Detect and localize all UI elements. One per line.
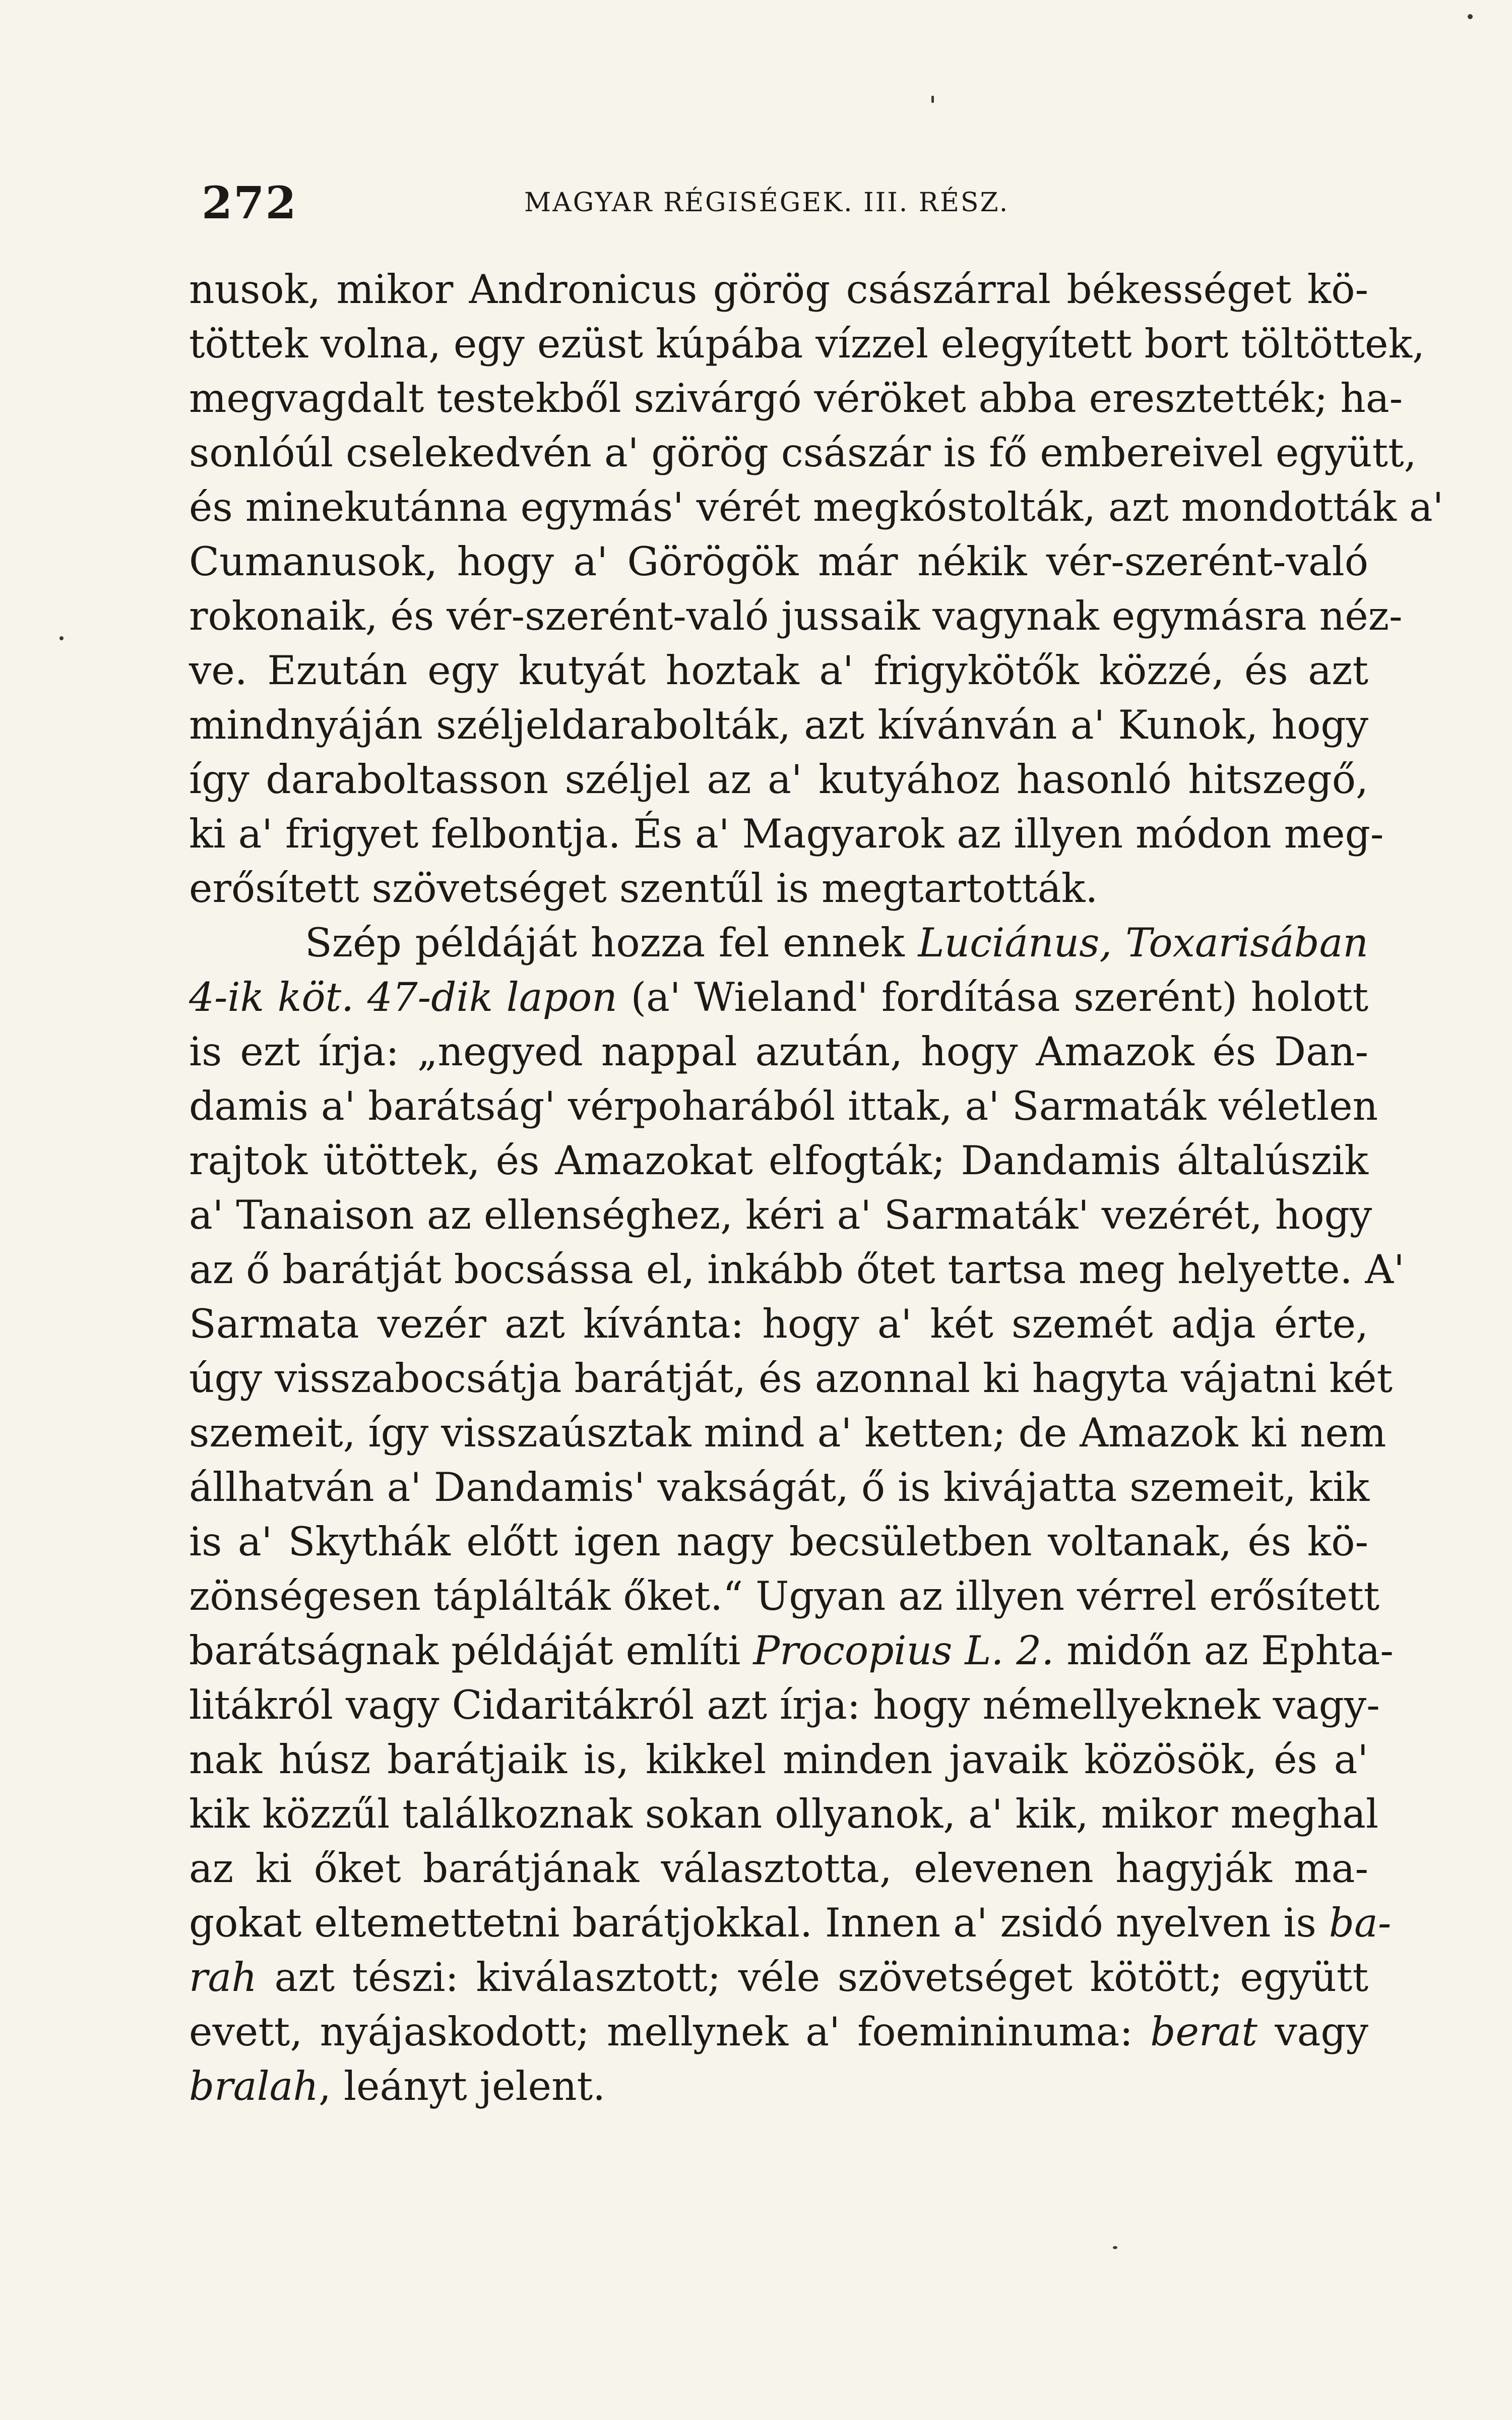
text-line (189, 698, 1368, 752)
text-line (189, 861, 1368, 916)
text-line (189, 970, 1368, 1024)
text-segment: rajtok ütöttek, és Amazokat elfogták; Dandamis általúszik (189, 1137, 1368, 1184)
text-line (189, 1950, 1368, 2005)
text-segment: és minekutánna egymás' vérét megkóstolták, azt mondották a' (189, 484, 1444, 530)
italic-text-segment: bralah (189, 2063, 319, 2109)
text-segment: úgy visszabocsátja barátját, és azonnal ki hagyta vájatni két (189, 1355, 1393, 1402)
text-segment: gokat eltemettetni barátjokkal. Innen a' zsidó nyelven is (189, 1900, 1329, 1946)
text-line (189, 643, 1368, 698)
ink-speck (1468, 14, 1473, 19)
text-line (189, 916, 1368, 970)
text-segment: kik közzűl találkoznak sokan ollyanok, a' kik, mikor meghal (189, 1791, 1379, 1837)
text-line (189, 371, 1403, 426)
text-line (189, 1569, 1380, 1623)
text-segment: mindnyáján széljeldarabolták, azt kívánván a' Kunok, hogy (189, 702, 1368, 748)
running-title: MAGYAR RÉGISÉGEK. III. RÉSZ. (524, 188, 1010, 218)
text-segment: állhatván a' Dandamis' vakságát, ő is kivájatta szemeit, kik (189, 1464, 1370, 1510)
text-segment: barátságnak példáját említi (189, 1627, 753, 1674)
text-segment: evett, nyájaskodott; mellynek a' foemininuma: (189, 2009, 1151, 2055)
text-segment: is a' Skythák előtt igen nagy becsületben voltanak, és kö- (189, 1519, 1368, 1565)
text-line (189, 480, 1444, 534)
text-segment: is ezt írja: „negyed nappal azután, hogy Amazok és Dan- (189, 1028, 1368, 1075)
text-segment: midőn az Ephta- (1054, 1627, 1394, 1674)
text-segment: nak húsz barátjaik is, kikkel minden javaik közösök, és a' (189, 1736, 1368, 1783)
text-line (189, 317, 1425, 371)
text-segment: rokonaik, és vér-szerént-való jussaik vagynak egymásra néz- (189, 593, 1403, 639)
text-line (189, 589, 1403, 643)
italic-text-segment: rah (189, 1954, 257, 2001)
text-segment: sonlóúl cselekedvén a' görög császár is fő embereivel együtt, (189, 430, 1417, 476)
ink-speck (1113, 2246, 1117, 2249)
text-segment: ve. Ezután egy kutyát hoztak a' frigykötők közzé, és azt (189, 647, 1368, 694)
text-line (189, 1079, 1378, 1133)
text-segment: azt tészi: kiválasztott; véle szövetséget kötött; együtt (257, 1954, 1368, 2001)
text-line (189, 1351, 1393, 1406)
text-segment: erősített szövetséget szentűl is megtartották. (189, 865, 1098, 912)
italic-text-segment: berat (1150, 2009, 1257, 2055)
text-line (189, 1297, 1368, 1351)
text-segment: vagy (1257, 2009, 1368, 2055)
text-line (189, 1515, 1368, 1569)
text-line (189, 807, 1384, 861)
text-segment: Cumanusok, hogy a' Görögök már nékik vér-szerént-való (189, 538, 1368, 585)
text-segment: , leányt jelent. (319, 2063, 606, 2109)
text-line (189, 2005, 1368, 2059)
text-line (189, 1188, 1372, 1242)
text-segment: megvagdalt testekből szivárgó véröket abba eresztették; ha- (189, 375, 1403, 421)
text-line (189, 262, 1368, 317)
text-line (189, 534, 1368, 589)
italic-text-segment: Luciánus, Toxarisában (918, 920, 1368, 966)
text-segment: szemeit, így visszaúsztak mind a' ketten; de Amazok ki nem (189, 1410, 1387, 1456)
text-segment: nusok, mikor Andronicus görög császárral békességet kö- (189, 266, 1368, 313)
text-segment: litákról vagy Cidaritákról azt írja: hogy némellyeknek vagy- (189, 1682, 1380, 1728)
text-segment: töttek volna, egy ezüst kúpába vízzel elegyített bort töltöttek, (189, 321, 1425, 367)
text-line (189, 1623, 1394, 1678)
text-segment: Szép példáját hozza fel ennek (305, 920, 918, 966)
text-line (189, 752, 1368, 807)
body-text (189, 262, 1444, 2113)
italic-text-segment: ba- (1329, 1900, 1392, 1946)
text-line (189, 1460, 1368, 1515)
text-line (189, 1732, 1368, 1787)
text-line (189, 1896, 1392, 1950)
text-line (189, 1133, 1368, 1188)
page-number: 272 (202, 176, 297, 229)
text-line (189, 1024, 1368, 1079)
italic-text-segment: 4-ik köt. 47-dik lapon (189, 974, 617, 1020)
ink-speck (59, 636, 64, 640)
text-segment: a' Tanaison az ellenséghez, kéri a' Sarmaták' vezérét, hogy (189, 1192, 1372, 1238)
text-segment: ki a' frigyet felbontja. És a' Magyarok az illyen módon meg- (189, 811, 1384, 857)
text-segment: zönségesen táplálták őket.“ Ugyan az illyen vérrel erősített (189, 1573, 1380, 1619)
ink-speck (931, 96, 934, 103)
text-segment: damis a' barátság' vérpoharából ittak, a' Sarmaták véletlen (189, 1083, 1378, 1129)
text-line (189, 1678, 1380, 1732)
text-line (189, 426, 1417, 480)
text-segment: (a' Wieland' fordítása szerént) holott (617, 974, 1368, 1020)
text-line (189, 1841, 1368, 1896)
text-segment: az ő barátját bocsássa el, inkább őtet tartsa meg helyette. A' (189, 1246, 1405, 1293)
text-segment: az ki őket barátjának választotta, elevenen hagyják ma- (189, 1845, 1368, 1892)
page-header (202, 176, 1320, 237)
italic-text-segment: Procopius L. 2. (753, 1627, 1054, 1674)
text-segment: így daraboltasson széljel az a' kutyához hasonló hitszegő, (189, 756, 1368, 803)
text-line (189, 1787, 1379, 1841)
text-segment: Sarmata vezér azt kívánta: hogy a' két szemét adja érte, (189, 1301, 1368, 1347)
text-line (189, 1406, 1387, 1460)
text-line (189, 2059, 1368, 2113)
text-line (189, 1242, 1405, 1297)
